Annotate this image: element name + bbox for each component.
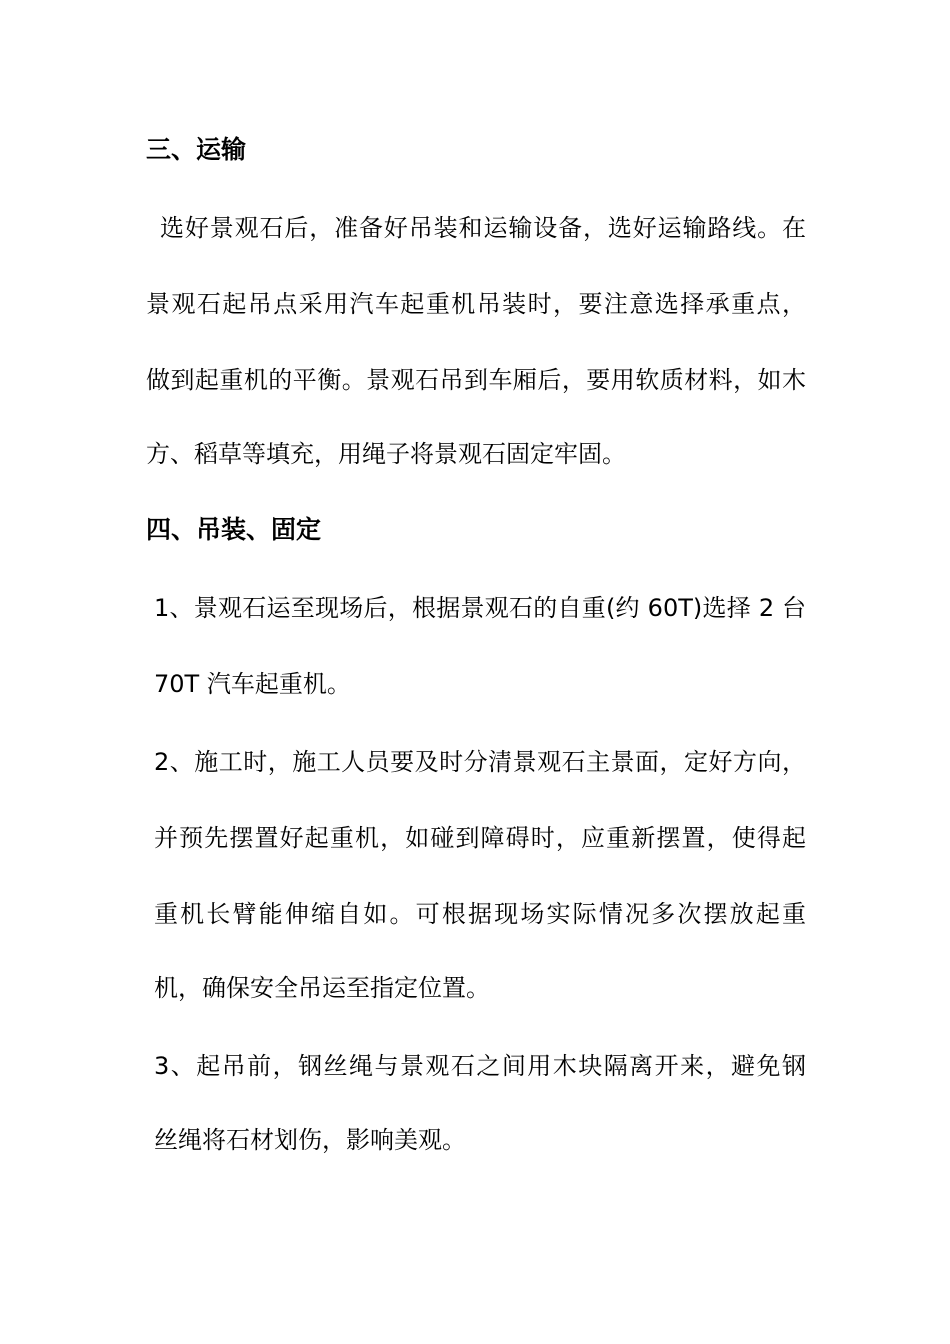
item-1-line-2: 70T 汽车起重机。: [154, 670, 351, 698]
section-4-heading: 四、吊装、固定: [146, 515, 322, 544]
item-2-line-1: 2、施工时，施工人员要及时分清景观石主景面，定好方向，: [154, 748, 806, 776]
section-3-line-2: 景观石起吊点采用汽车起重机吊装时，要注意选择承重点，: [146, 290, 806, 318]
item-2-line-4: 机，确保安全吊运至指定位置。: [154, 974, 490, 1002]
item-1-line-1: 1、景观石运至现场后，根据景观石的自重(约 60T)选择 2 台: [154, 594, 806, 622]
item-3-line-1: 3、起吊前，钢丝绳与景观石之间用木块隔离开来，避免钢: [154, 1052, 806, 1080]
section-3-line-4: 方、稻草等填充，用绳子将景观石固定牢固。: [146, 440, 626, 468]
item-2-line-3: 重机长臂能伸缩自如。可根据现场实际情况多次摆放起重: [154, 900, 806, 928]
section-3-line-3: 做到起重机的平衡。景观石吊到车厢后，要用软质材料，如木: [146, 366, 806, 394]
item-2-line-2: 并预先摆置好起重机，如碰到障碍时，应重新摆置，使得起: [154, 824, 806, 852]
section-3-line-1: 选好景观石后，准备好吊装和运输设备，选好运输路线。在: [160, 214, 806, 242]
section-3-heading: 三、运输: [146, 135, 247, 164]
item-3-line-2: 丝绳将石材划伤，影响美观。: [154, 1126, 466, 1154]
